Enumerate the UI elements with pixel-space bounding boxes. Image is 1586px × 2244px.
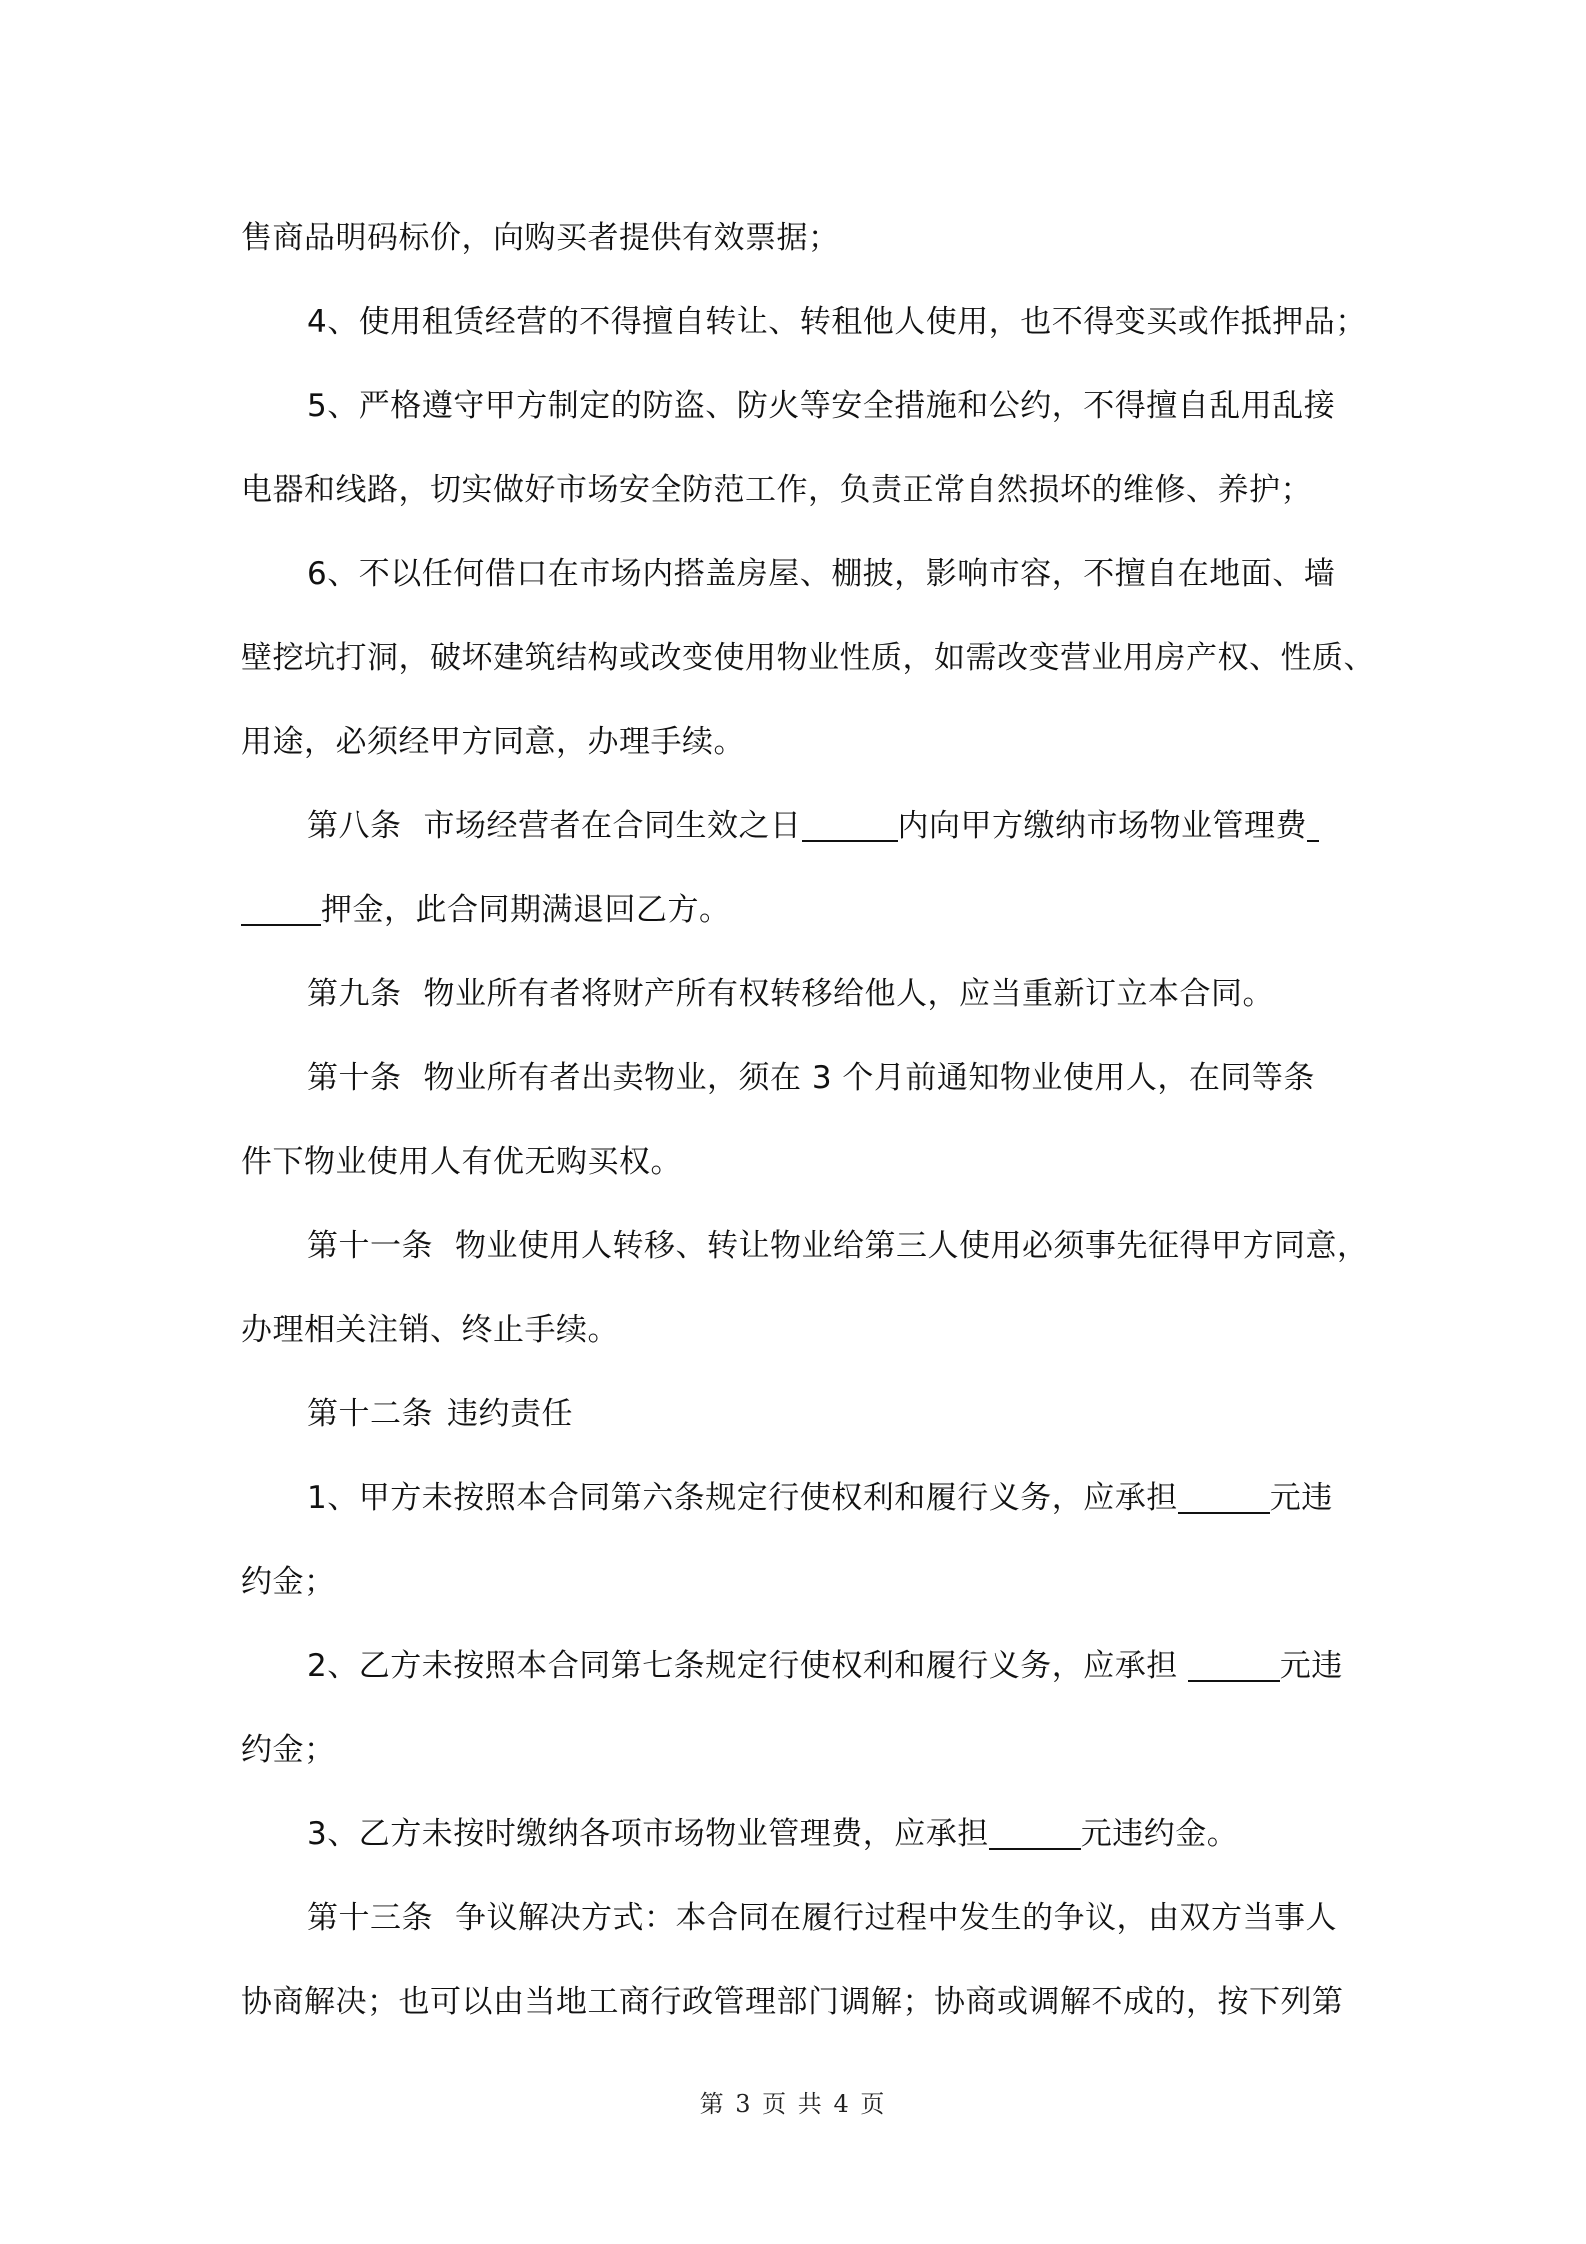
item-text: 元违约金。 [1080,1816,1239,1852]
article-12-item-2 [241,1624,1351,1708]
article-13 [241,1876,1351,1960]
article-12-item-1 [241,1456,1351,1540]
text-line: 办理相关注销、终止手续。 [241,1312,619,1348]
article-8 [241,784,1351,868]
article-label: 第十二条 [307,1396,433,1432]
article-9 [241,952,1351,1036]
fill-blank [1188,1650,1280,1682]
page-number-footer: 第 3 页 共 4 页 [699,2090,887,2118]
item-text: 3、乙方未按时缴纳各项市场物业管理费，应承担 [307,1816,989,1852]
item-text: 元违 [1269,1480,1333,1516]
article-12-item-3 [241,1792,1351,1876]
article-11 [241,1204,1369,1288]
article-text: 内向甲方缴纳市场物业管理费 [897,808,1307,844]
fill-blank [1307,810,1319,842]
article-8-cont [241,868,1351,952]
article-label: 第十一条 [307,1228,433,1264]
fill-blank [241,894,321,926]
text-line: 协商解决；也可以由当地工商行政管理部门调解；协商或调解不成的，按下列第 [241,1984,1344,2020]
article-text: 押金，此合同期满退回乙方。 [321,892,731,928]
article-title: 违约责任 [447,1396,573,1432]
article-label: 第九条 [307,976,402,1012]
article-text: 物业所有者出卖物业，须在 3 个月前通知物业使用人，在同等条 [423,1060,1315,1096]
article-label: 第十条 [307,1060,402,1096]
item-text: 元违 [1279,1648,1343,1684]
text-line: 约金； [241,1732,336,1768]
article-text: 物业使用人转移、转让物业给第三人使用必须事先征得甲方同意， [455,1228,1369,1264]
text-line: 4、使用租赁经营的不得擅自转让、转租他人使用，也不得变买或作抵押品； [307,304,1367,340]
text-line: 约金； [241,1564,336,1600]
article-text: 争议解决方式：本合同在履行过程中发生的争议，由双方当事人 [455,1900,1337,1936]
article-12 [241,1372,1351,1456]
text-line: 件下物业使用人有优无购买权。 [241,1144,682,1180]
fill-blank [989,1818,1081,1850]
article-10 [241,1036,1351,1120]
text-line: 电器和线路，切实做好市场安全防范工作，负责正常自然损坏的维修、养护； [241,472,1312,508]
item-text: 2、乙方未按照本合同第七条规定行使权利和履行义务，应承担 [307,1648,1178,1684]
article-text: 市场经营者在合同生效之日 [423,808,802,844]
article-text: 物业所有者将财产所有权转移给他人，应当重新订立本合同。 [423,976,1274,1012]
document-body [241,196,1375,2044]
item-text: 1、甲方未按照本合同第六条规定行使权利和履行义务，应承担 [307,1480,1178,1516]
text-line: 壁挖坑打洞，破坏建筑结构或改变使用物业性质，如需改变营业用房产权、性质、 [241,640,1375,676]
text-line: 5、严格遵守甲方制定的防盗、防火等安全措施和公约，不得擅自乱用乱接 [307,388,1336,424]
text-line: 6、不以任何借口在市场内搭盖房屋、棚披，影响市容，不擅自在地面、墙 [307,556,1336,592]
text-line: 售商品明码标价，向购买者提供有效票据； [241,220,840,256]
article-label: 第十三条 [307,1900,433,1936]
fill-blank [802,810,898,842]
fill-blank [1178,1482,1270,1514]
text-line: 用途，必须经甲方同意，办理手续。 [241,724,745,760]
article-label: 第八条 [307,808,402,844]
